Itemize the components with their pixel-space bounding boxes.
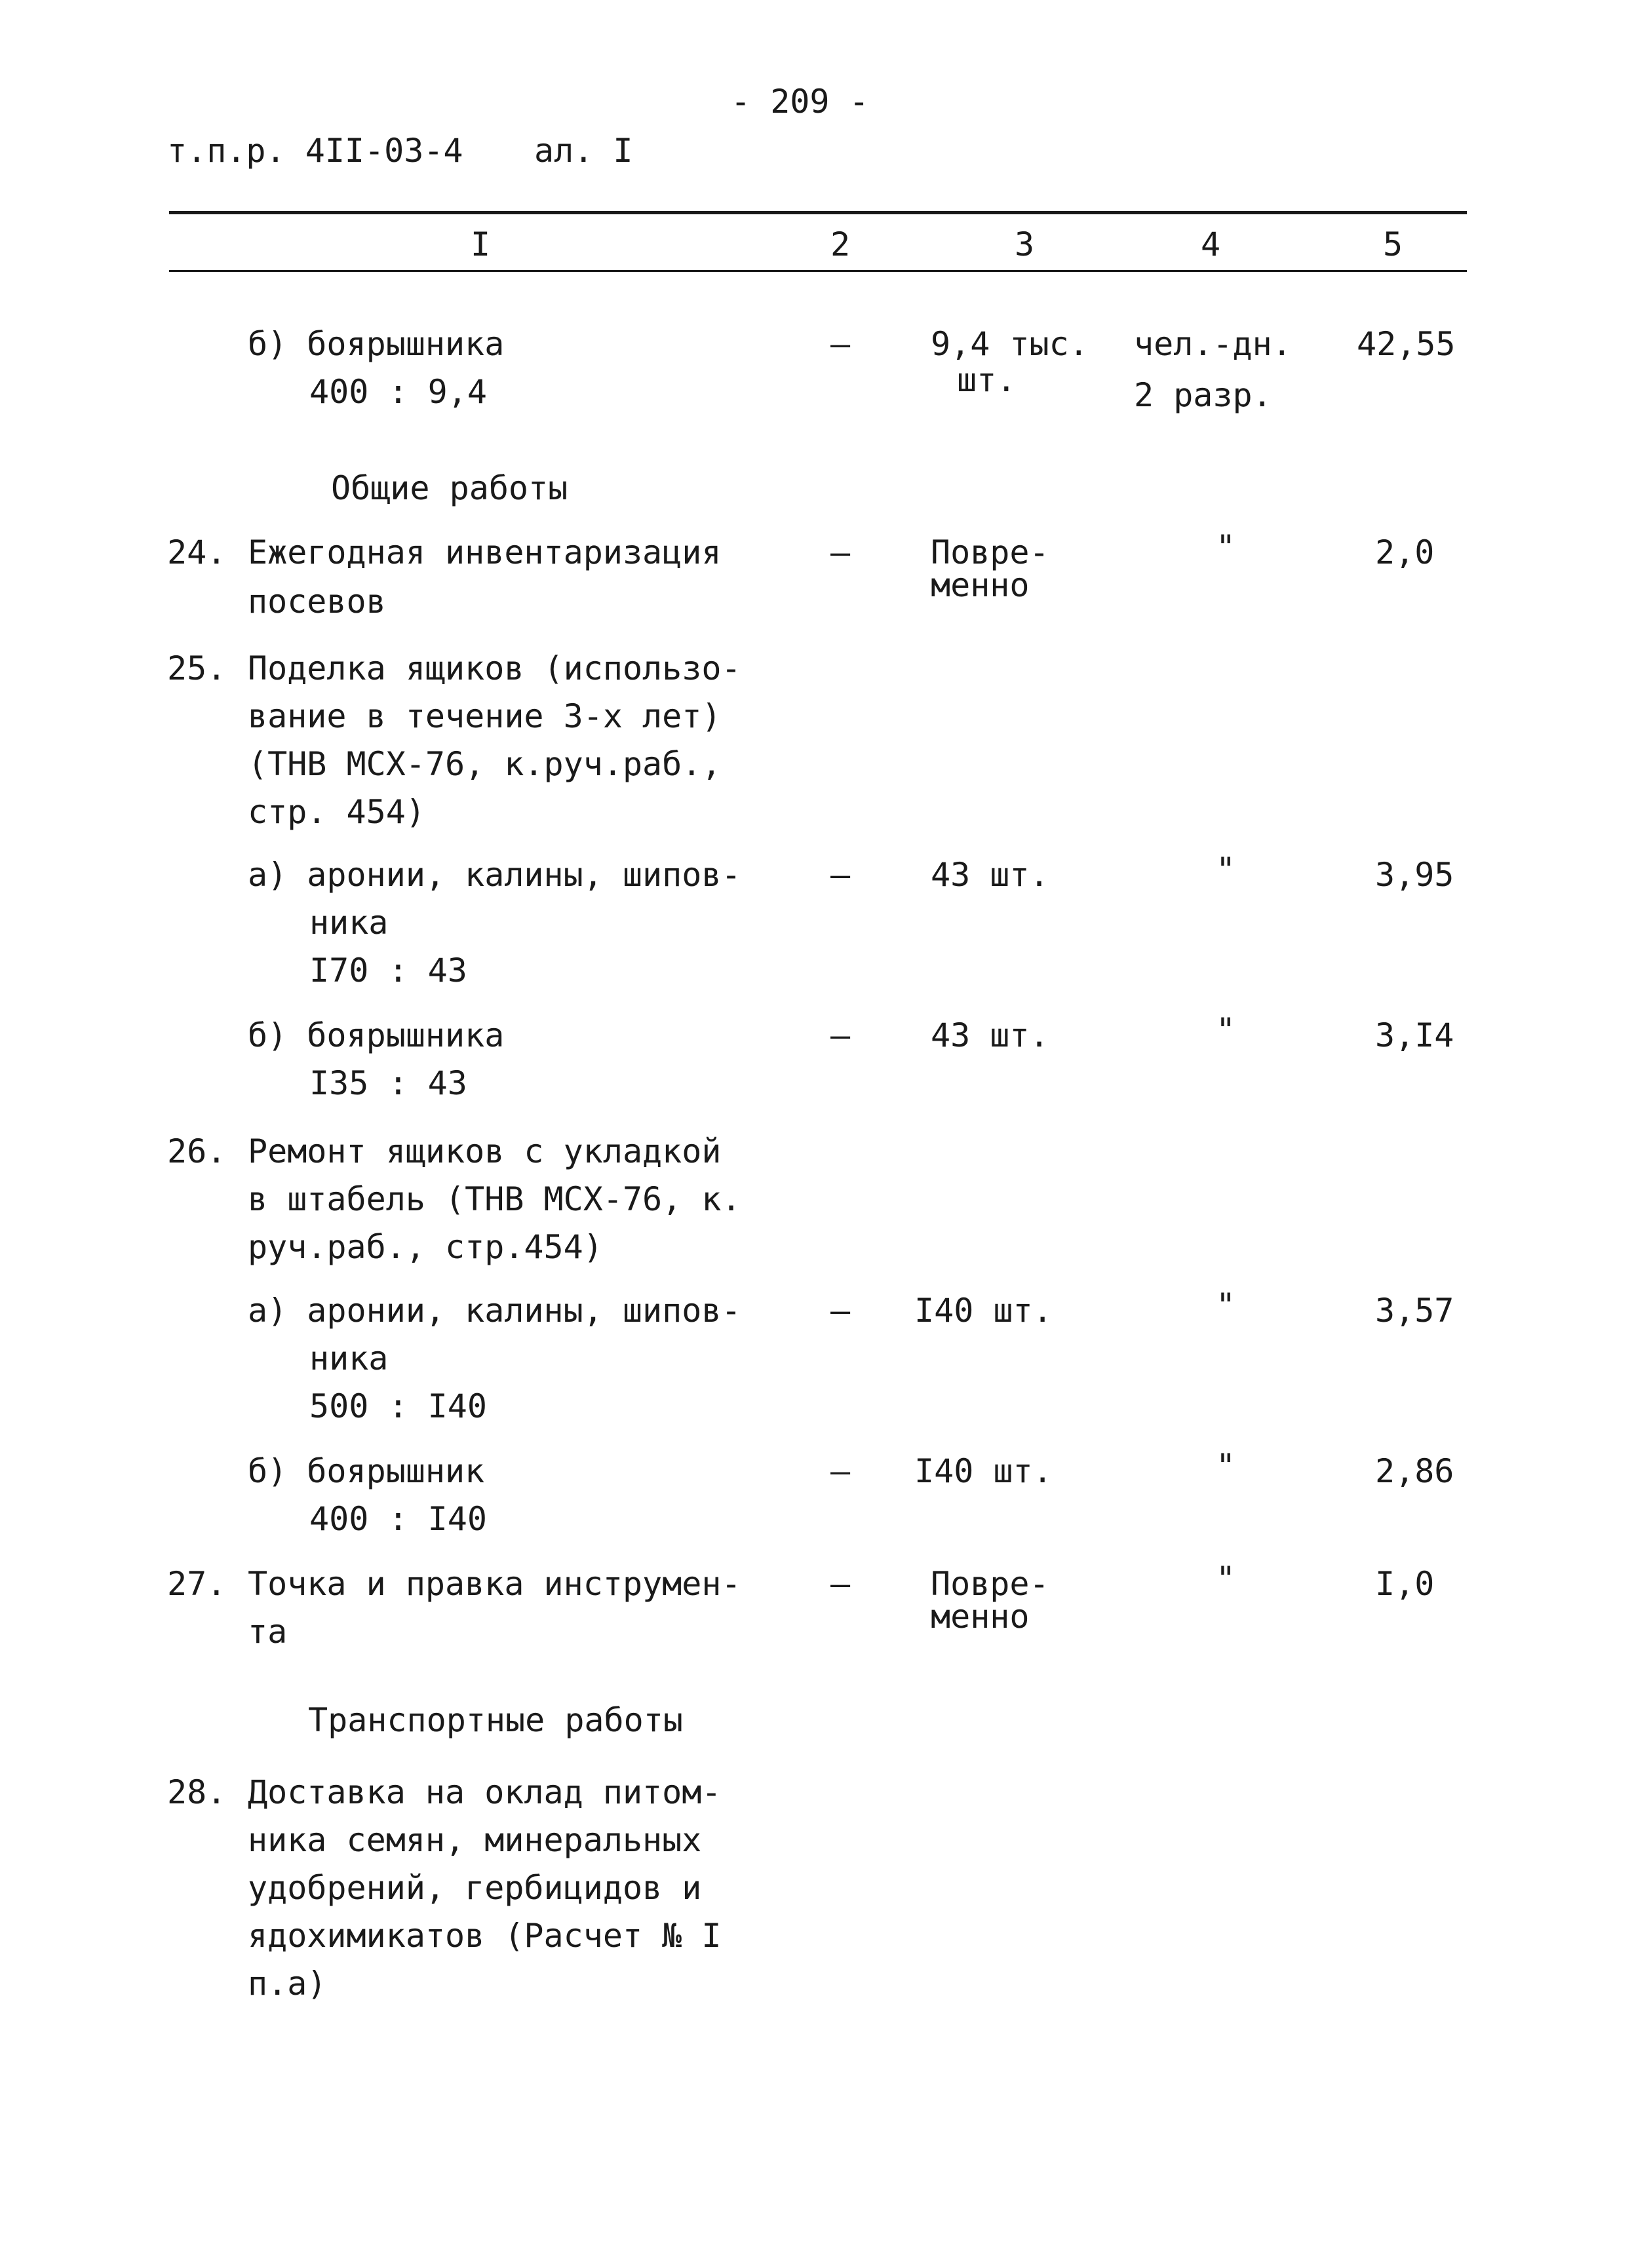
ditto-mark: "	[1216, 1011, 1236, 1049]
value-cell: 3,I4	[1375, 1016, 1454, 1054]
quantity-cell: 43 шт.	[931, 856, 1049, 894]
row-label: удобрений, гербицидов и	[248, 1869, 702, 1907]
row-label: Точка и правка инструмен-	[248, 1565, 741, 1603]
row-label: ника	[309, 1339, 389, 1377]
dash-cell: –	[830, 1452, 851, 1490]
value-cell: 42,55	[1357, 325, 1456, 363]
dash-cell: –	[830, 1292, 851, 1330]
row-label: I35 : 43	[309, 1064, 467, 1102]
quantity-cell: шт.	[957, 361, 1017, 399]
row-label: 500 : I40	[309, 1387, 487, 1425]
row-label: ника	[309, 904, 389, 942]
row-label: п.а)	[248, 1965, 327, 2003]
quantity-cell: 43 шт.	[931, 1016, 1049, 1054]
ditto-mark: "	[1216, 528, 1236, 566]
column-header-1: I	[471, 225, 491, 263]
quantity-cell: Повре-	[931, 1565, 1049, 1603]
section-heading: Общие работы	[331, 469, 568, 507]
value-cell: 3,57	[1375, 1292, 1454, 1330]
row-label: I70 : 43	[309, 951, 467, 990]
column-header-4: 4	[1201, 225, 1221, 263]
value-cell: 2,0	[1375, 533, 1435, 571]
row-label: Поделка ящиков (использо-	[248, 649, 741, 687]
item-number: 28.	[167, 1773, 227, 1811]
item-number: 25.	[167, 649, 227, 687]
column-header-2: 2	[830, 225, 851, 263]
column-header-3: 3	[1015, 225, 1035, 263]
unit-cell: чел.-дн.	[1134, 325, 1292, 363]
row-label: а) аронии, калины, шипов-	[248, 1292, 741, 1330]
ditto-mark: "	[1216, 1560, 1236, 1598]
row-label: та	[248, 1613, 288, 1651]
row-label: стр. 454)	[248, 793, 425, 831]
item-number: 24.	[167, 533, 227, 571]
sheet-label: ал. I	[534, 132, 633, 170]
row-label: (ТНВ МСХ-76, к.руч.раб.,	[248, 745, 722, 783]
row-label: посевов	[248, 583, 386, 621]
ditto-mark: "	[1216, 851, 1236, 889]
column-header-5: 5	[1383, 225, 1403, 263]
section-heading: Транспортные работы	[308, 1701, 683, 1739]
row-label: Доставка на оклад питом-	[248, 1773, 722, 1811]
row-label: руч.раб., стр.454)	[248, 1228, 603, 1266]
dash-cell: –	[830, 533, 851, 571]
row-label: б) боярышник	[248, 1452, 485, 1490]
dash-cell: –	[830, 325, 851, 363]
row-label: ника семян, минеральных	[248, 1821, 702, 1859]
ditto-mark: "	[1216, 1286, 1236, 1324]
quantity-cell: I40 шт.	[914, 1292, 1053, 1330]
row-label: 400 : 9,4	[309, 373, 487, 411]
row-label: 400 : I40	[309, 1500, 487, 1538]
ditto-mark: "	[1216, 1447, 1236, 1485]
item-number: 26.	[167, 1132, 227, 1170]
quantity-cell: I40 шт.	[914, 1452, 1053, 1490]
dash-cell: –	[830, 1016, 851, 1054]
dash-cell: –	[830, 1565, 851, 1603]
quantity-cell: менно	[931, 1598, 1030, 1636]
value-cell: 2,86	[1375, 1452, 1454, 1490]
row-label: ядохимикатов (Расчет № I	[248, 1917, 722, 1955]
row-label: в штабель (ТНВ МСХ-76, к.	[248, 1180, 741, 1218]
table-top-rule	[169, 211, 1467, 214]
row-label: вание в течение 3-х лет)	[248, 697, 722, 735]
quantity-cell: Повре-	[931, 533, 1049, 571]
document-reference: т.п.р. 4II-03-4	[167, 132, 463, 170]
page-number: - 209 -	[731, 83, 869, 121]
row-label: Ремонт ящиков с укладкой	[248, 1132, 722, 1170]
dash-cell: –	[830, 856, 851, 894]
quantity-cell: менно	[931, 566, 1030, 604]
row-label: а) аронии, калины, шипов-	[248, 856, 741, 894]
row-label: б) боярышника	[248, 1016, 505, 1054]
value-cell: 3,95	[1375, 856, 1454, 894]
table-header-rule	[169, 270, 1467, 272]
row-label: Ежегодная инвентаризация	[248, 533, 722, 571]
unit-cell: 2 разр.	[1134, 376, 1272, 414]
row-label: б) боярышника	[248, 325, 505, 363]
item-number: 27.	[167, 1565, 227, 1603]
value-cell: I,0	[1375, 1565, 1435, 1603]
quantity-cell: 9,4 тыс.	[931, 325, 1089, 363]
